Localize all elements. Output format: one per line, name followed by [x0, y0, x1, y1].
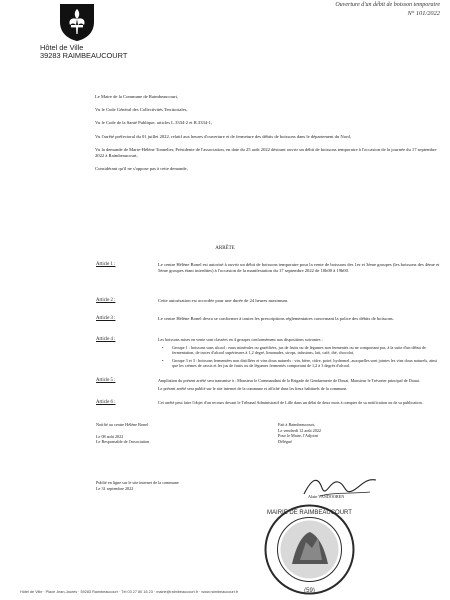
article-6-body [158, 400, 443, 408]
preamble-line: Vu l'arrêté préfectoral du 01 juillet 2022, relatif aux heures d'ouverture et de fermeture des débits de boissons dans le département du Nord, [95, 133, 351, 139]
article-4-label: Article 4 : [96, 337, 116, 342]
article-bullet [158, 345, 443, 356]
notification-date: Le 08 août 2022 [96, 433, 124, 439]
article-paragraph: Les boissons mises en vente sont classées en 4 groupes conformément aux dispositions suivantes : [158, 337, 323, 342]
article-1-body [158, 262, 443, 276]
article-2-body [158, 298, 443, 306]
preamble-line: Considérant qu'il ne s'oppose pas à cette demande, [95, 165, 188, 171]
bullet-dot-icon: • [162, 344, 164, 350]
signatory-name: Alain VANDOOREN [308, 494, 345, 500]
svg-text:(59): (59) [304, 588, 315, 594]
signature-date: Le vendredi 12 août 2022 [278, 427, 322, 433]
bullet-text: Groupe 3 et 3 : boissons fermentées non distillées et vins doux naturels : vin, bière, cidre, poiré, hydromel, auxquelles sont jointes les vins doux naturels, ainsi que les crèmes de cassis et les jus de fruits ou de légumes fermentés comportant de 1,2 à 3 degrés d'alcool. [172, 357, 438, 369]
arrete-heading: ARRÊTE [215, 246, 235, 251]
publication-date: Le 31 septembre 2022 [96, 485, 134, 491]
article-5-label: Article 5 : [96, 378, 116, 383]
preamble-line: Le Maire de la Commune de Raimbeaucourt, [95, 94, 179, 99]
mairie-stamp-seal [262, 502, 357, 597]
article-6-label: Article 6 : [96, 400, 116, 405]
town-hall-label: Hôtel de Ville [40, 43, 84, 52]
article-paragraph: Le centre Hélène Bonel devra se conformer à toutes les prescriptions réglementaires concernant la police des débits de boissons. [158, 316, 394, 321]
preamble-line: Vu le Code de la Santé Publique, articles L.3334-2 et R.3334-1, [95, 120, 213, 126]
preamble-line: Vu le Code Général des Collectivités Territoriales, [95, 107, 188, 113]
bullet-dot-icon: • [162, 357, 164, 363]
article-bullet [158, 358, 443, 369]
signature-role: Délégué [278, 438, 292, 444]
article-paragraph: Le centre Hélène Bonel est autorisé à ouvrir un débit de boissons temporaire pour la vente de boissons des 1er et 3ème groupes (les boissons des 4ème et 5ème groupes étant interdites) à l'occasion de la manifestation du 17 septembre 2022 de 10h00 à 19h00. [158, 262, 440, 273]
preamble [95, 94, 445, 179]
notification-block [96, 422, 246, 445]
article-3-label: Article 3 : [96, 316, 116, 321]
article-paragraph: Ampliation du présent arrêté sera transmise à : Monsieur le Commandant de la Brigade de Gendarmerie de Douai, Monsieur le Trésorier principal de Douai. [158, 378, 420, 383]
article-paragraph: Le présent arrêté sera publié sur le site internet de la commune et affiché dans les lieux habituels de la commune. [158, 385, 348, 391]
article-4-body [158, 337, 443, 371]
document-title: Ouverture d'un débit de boisson temporaire [335, 2, 440, 8]
page-footer: Hôtel de Ville · Place Jean-Jaurès · 59283 Raimbeaucourt · Tél 03 27 80 16 23 · mairie@raimbeaucourt.fr · www.raimbeaucourt.fr [20, 590, 239, 594]
article-2-label: Article 2 : [96, 298, 116, 303]
preamble-line: Vu la demande de Marie-Hélène Tonnelier, Présidente de l'association, en date du 25 août 2022 désirant ouvrir un débit de boissons temporaire à l'occasion de la journée du 17 septembre 2022 à Raimbeaucourt, [95, 146, 437, 158]
article-paragraph: Cet arrêté peut faire l'objet d'un recours devant le Tribunal Administratif de Lille dans un délai de deux mois à compter de sa notification ou de sa publication. [158, 400, 423, 405]
article-5-body [158, 378, 443, 393]
notification-line: Notifié au centre Hélène Bonel [96, 422, 149, 427]
decree-number: N° 101/2022 [407, 10, 440, 17]
article-3-body [158, 316, 443, 324]
signature-role: Pour le Maire, l'Adjoint [278, 433, 318, 439]
article-paragraph: Cette autorisation est accordée pour une durée de 24 heures maximum. [158, 298, 289, 303]
commune-label: 39283 RAIMBEAUCOURT [40, 51, 128, 60]
svg-text:MAIRIE DE RAIMBEAUCOURT: MAIRIE DE RAIMBEAUCOURT [267, 510, 352, 516]
signature-place: Fait à Raimbeaucourt, [278, 422, 316, 427]
notification-line: Le Responsable de l'association [96, 439, 150, 445]
handwritten-signature [300, 470, 380, 502]
publication-line: Publié en ligne sur le site internet de la commune [96, 480, 179, 485]
coat-of-arms-logo [58, 2, 96, 42]
bullet-text: Groupe 1 : boissons sans alcool : eaux minérales ou gazéifiées, jus de fruits ou de légumes non fermentés ou ne comportant pas, à la suite d'un début de fermentation, de traces d'alcool supérieures à 1,2 degré, limonades, sirops, infusions, lait, café, thé, chocolat, [172, 344, 426, 356]
publication-block [96, 480, 246, 491]
article-1-label: Article 1 : [96, 262, 116, 267]
